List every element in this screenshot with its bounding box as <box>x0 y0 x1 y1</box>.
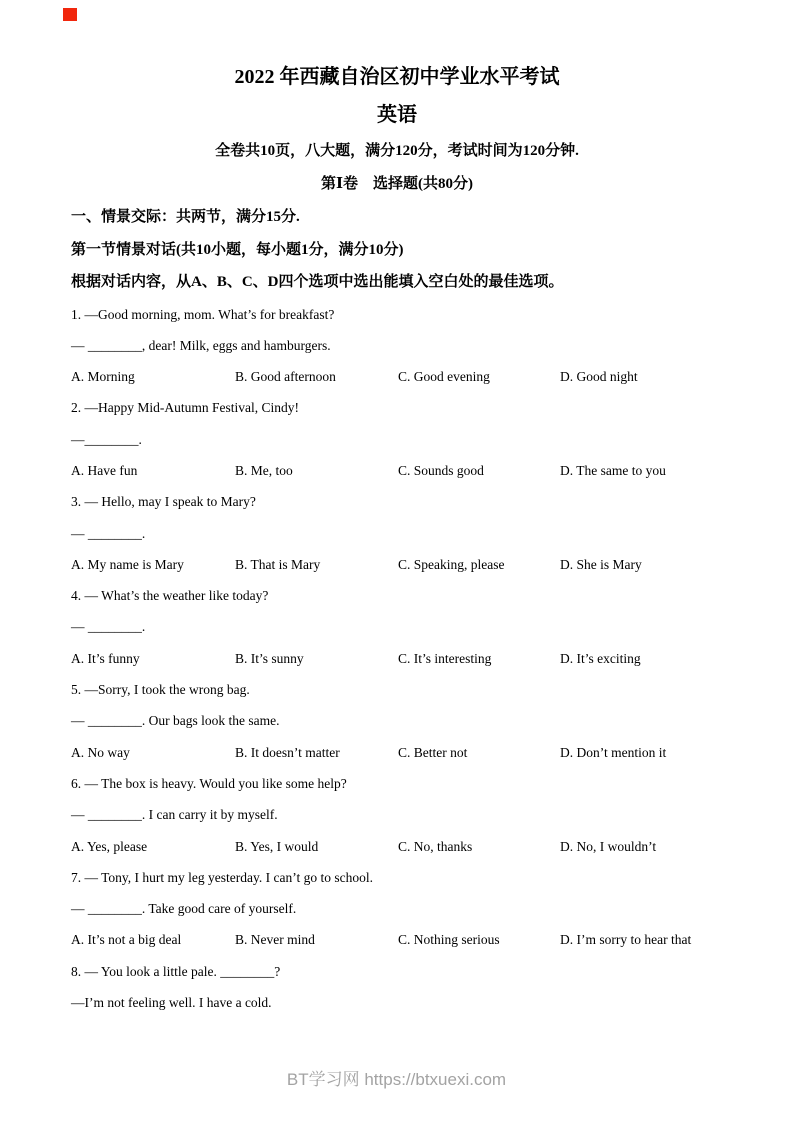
question-line: — ________. <box>71 619 146 635</box>
corner-red-mark <box>63 8 77 21</box>
option-a: A. Yes, please <box>71 838 148 854</box>
question-line: 4. — What’s the weather like today? <box>71 588 269 604</box>
question-8 <box>71 956 723 1019</box>
question-6 <box>71 768 723 862</box>
question-7 <box>71 862 723 956</box>
question-line: — ________, dear! Milk, eggs and hamburgers. <box>71 337 331 353</box>
option-a: A. It’s not a big deal <box>71 932 182 948</box>
option-c: C. No, thanks <box>398 838 473 854</box>
section-heading: 一、情景交际：共两节，满分15分. <box>71 209 300 225</box>
option-a: A. Morning <box>71 369 135 385</box>
option-d: D. Don’t mention it <box>560 744 667 760</box>
question-4 <box>71 580 723 674</box>
option-d: D. She is Mary <box>560 556 642 572</box>
option-b: B. Good afternoon <box>235 369 336 385</box>
question-line: 6. — The box is heavy. Would you like some help? <box>71 775 347 791</box>
part-header: 第Ⅰ卷 选择题(共80分) <box>320 176 473 192</box>
option-c: C. Good evening <box>398 369 490 385</box>
option-d: D. Good night <box>560 369 638 385</box>
options-row <box>71 361 723 392</box>
option-c: C. Speaking, please <box>398 556 505 572</box>
option-c: C. It’s interesting <box>398 650 492 666</box>
questions-list <box>71 299 723 1019</box>
question-line: 8. — You look a little pale. ________? <box>71 963 281 979</box>
question-line: —I’m not feeling well. I have a cold. <box>71 995 272 1011</box>
option-c: C. Sounds good <box>398 462 484 478</box>
question-line: 7. — Tony, I hurt my leg yesterday. I can’t go to school. <box>71 869 373 885</box>
question-5 <box>71 674 723 768</box>
exam-title: 2022 年西藏自治区初中学业水平考试 <box>234 66 560 88</box>
question-line: 1. —Good morning, mom. What’s for breakfast? <box>71 306 335 322</box>
question-line: — ________. <box>71 525 146 541</box>
question-3 <box>71 486 723 580</box>
question-line: — ________. I can carry it by myself. <box>71 807 278 823</box>
option-a: A. Have fun <box>71 462 138 478</box>
option-d: D. No, I wouldn’t <box>560 838 657 854</box>
option-a: A. It’s funny <box>71 650 140 666</box>
question-line: 5. —Sorry, I took the wrong bag. <box>71 682 250 698</box>
option-d: D. It’s exciting <box>560 650 641 666</box>
option-d: D. I’m sorry to hear that <box>560 932 692 948</box>
option-b: B. Yes, I would <box>235 838 319 854</box>
options-row <box>71 924 723 955</box>
option-b: B. It’s sunny <box>235 650 304 666</box>
question-1 <box>71 299 723 393</box>
option-c: C. Better not <box>398 744 468 760</box>
exam-info: 全卷共10页，八大题，满分120分，考试时间为120分钟. <box>215 143 579 159</box>
section-instructions: 根据对话内容，从A、B、C、D四个选项中选出能填入空白处的最佳选项。 <box>71 274 564 290</box>
option-b: B. Me, too <box>235 462 293 478</box>
watermark: BT学习网 https://btxuexi.com <box>286 1070 507 1089</box>
exam-subject: 英语 <box>377 104 417 126</box>
question-2 <box>71 392 723 486</box>
option-a: A. My name is Mary <box>71 556 184 572</box>
option-d: D. The same to you <box>560 462 666 478</box>
section-subheading: 第一节情景对话(共10小题，每小题1分，满分10分) <box>71 241 404 258</box>
question-line: — ________. Our bags look the same. <box>71 713 280 729</box>
question-line: —________. <box>71 431 142 447</box>
options-row <box>71 831 723 862</box>
option-b: B. Never mind <box>235 932 315 948</box>
options-row <box>71 643 723 674</box>
question-line: — ________. Take good care of yourself. <box>71 901 297 917</box>
options-row <box>71 737 723 768</box>
question-line: 3. — Hello, may I speak to Mary? <box>71 494 256 510</box>
options-row <box>71 549 723 580</box>
option-a: A. No way <box>71 744 130 760</box>
question-line: 2. —Happy Mid-Autumn Festival, Cindy! <box>71 400 299 416</box>
option-c: C. Nothing serious <box>398 932 500 948</box>
options-row <box>71 455 723 486</box>
option-b: B. That is Mary <box>235 556 321 572</box>
option-b: B. It doesn’t matter <box>235 744 340 760</box>
